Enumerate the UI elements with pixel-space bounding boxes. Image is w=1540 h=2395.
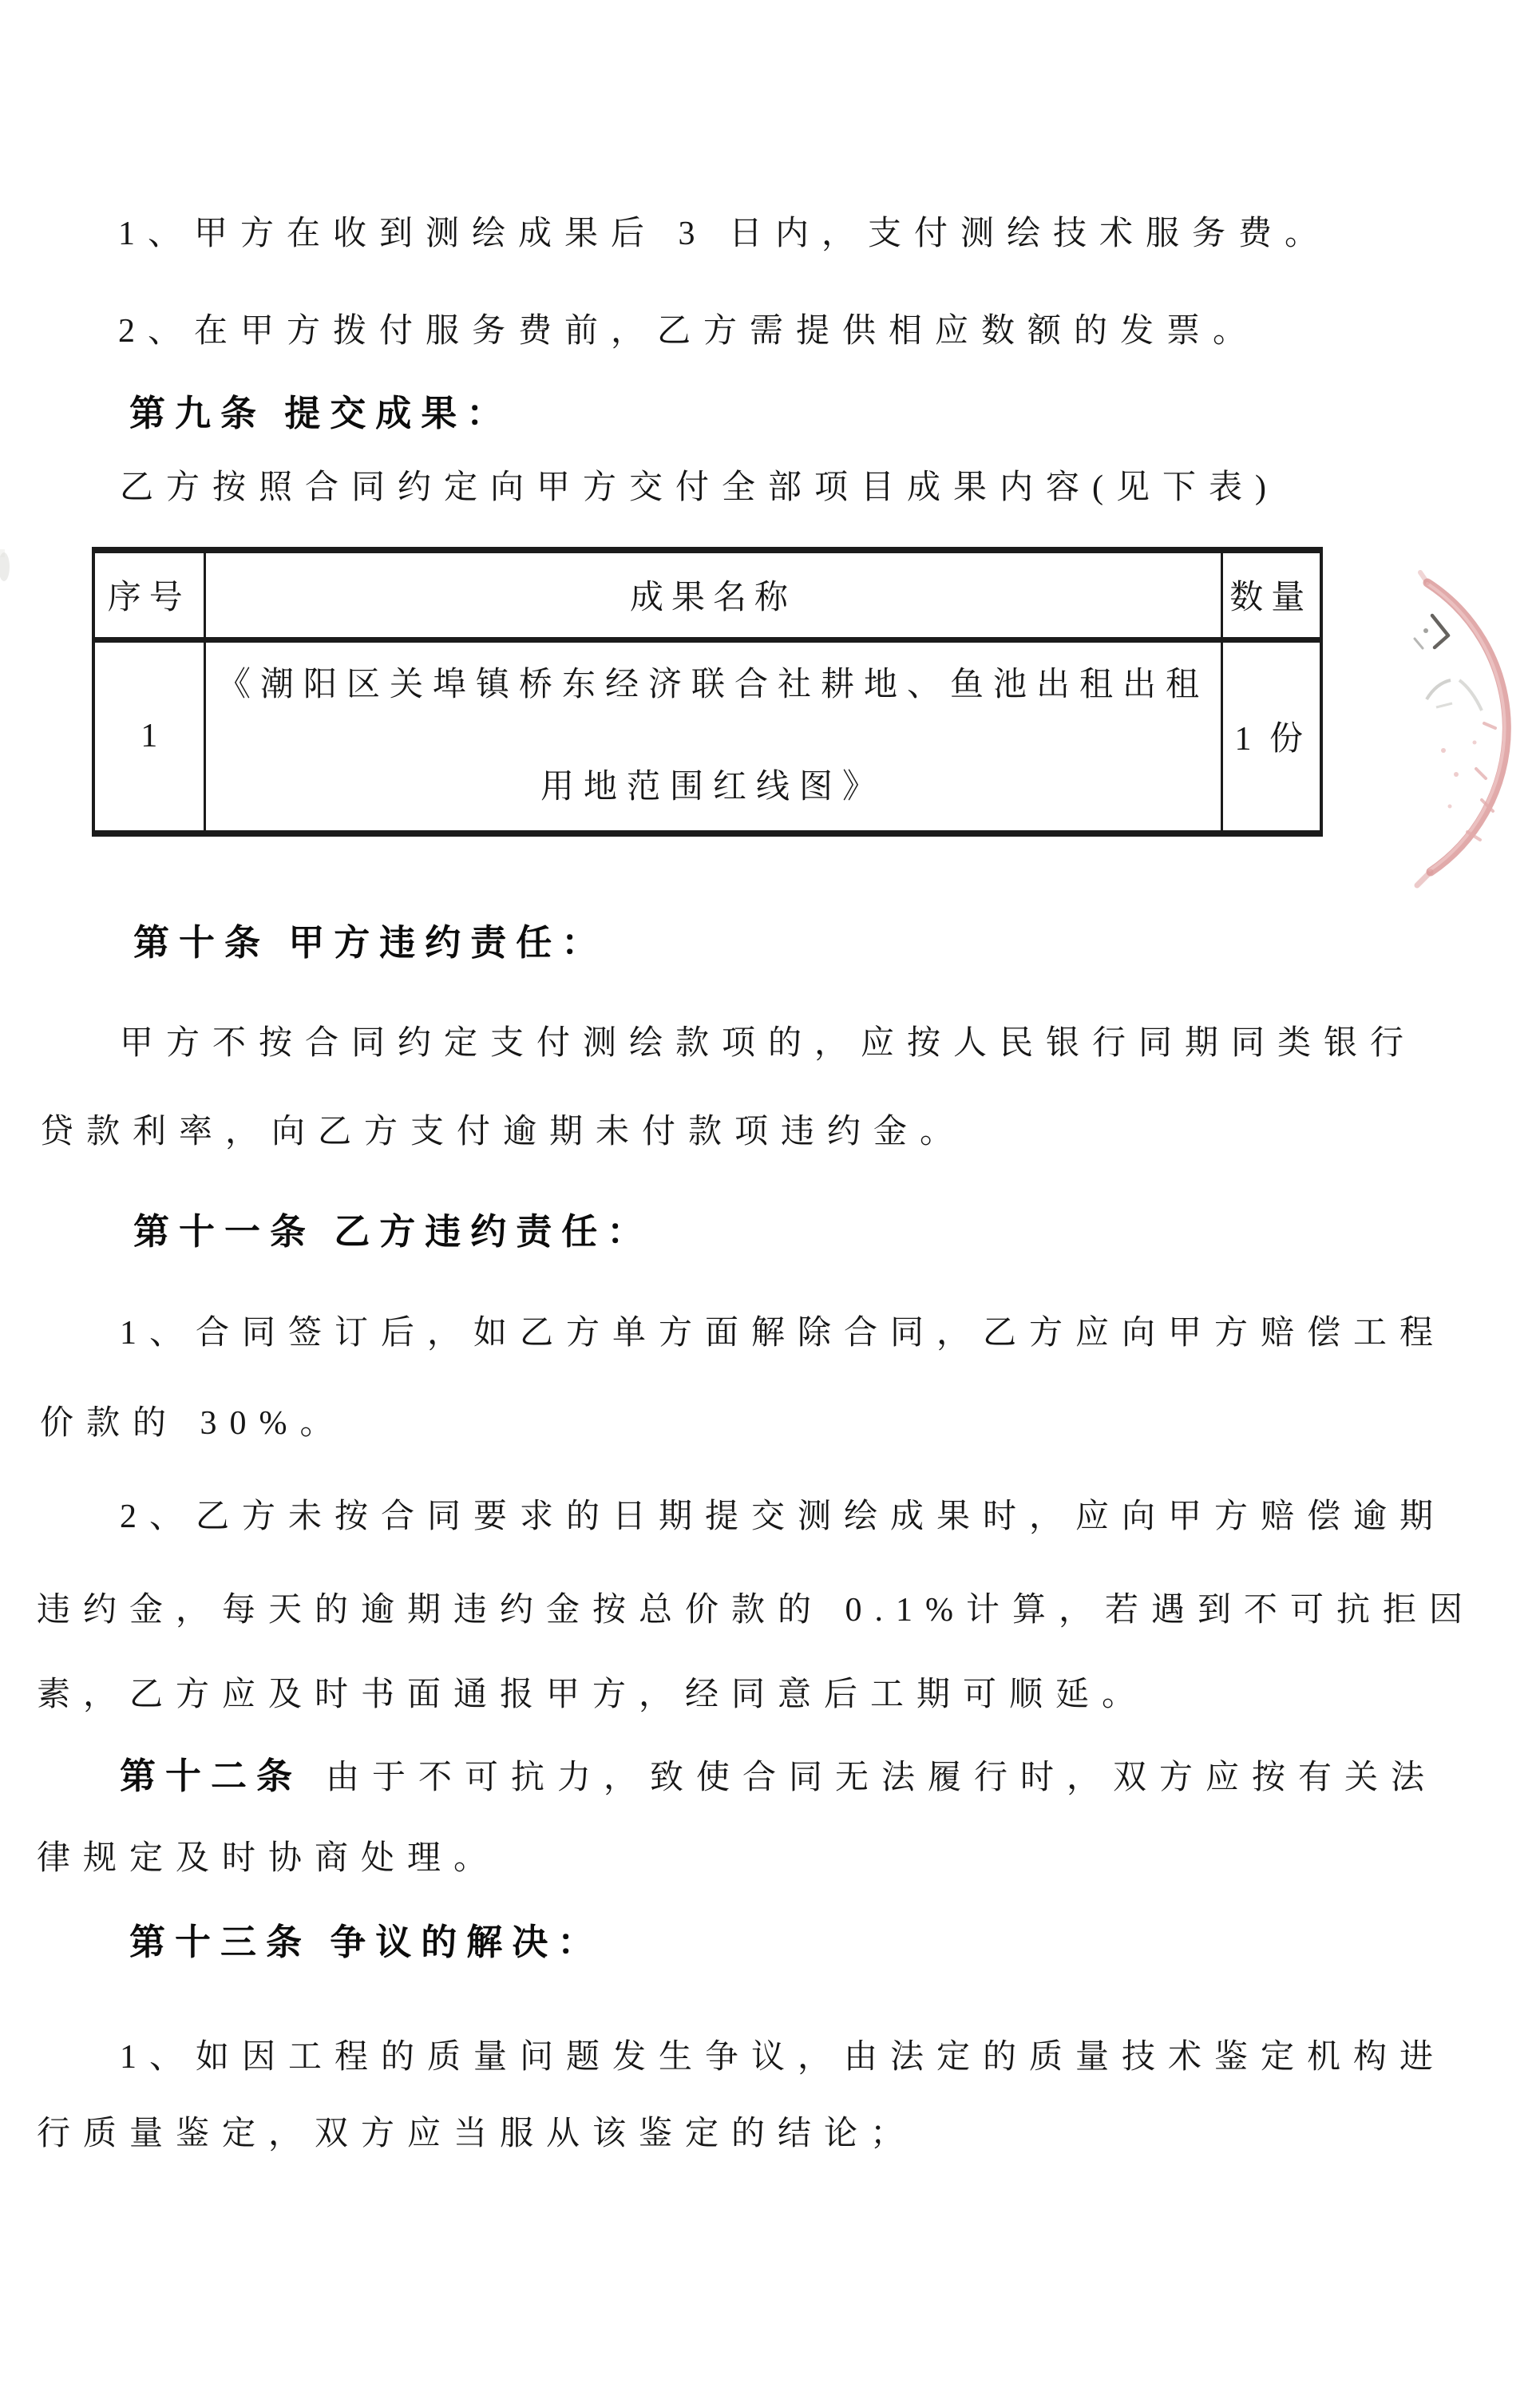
- clause11-item2-line-3: 素，乙方应及时书面通报甲方，经同意后工期可顺延。: [37, 1676, 1149, 1713]
- clause9-intro: 乙方按照合同约定向甲方交付全部项目成果内容(见下表): [120, 469, 1279, 506]
- table-header-name: 成果名称: [204, 550, 1221, 639]
- clause13-item1-line-1: 1、如因工程的质量问题发生争议，由法定的质量技术鉴定机构进: [120, 2039, 1447, 2076]
- clause11-heading: 第十一条 乙方违约责任：: [133, 1212, 653, 1252]
- clause8-item-2: 2、在甲方拨付服务费前，乙方需提供相应数额的发票。: [118, 313, 1260, 350]
- clause11-item1-line-2: 价款的 30%。: [40, 1405, 346, 1442]
- clause12-text: 由于不可抗力，致使合同无法履行时，双方应按有关法: [326, 1760, 1438, 1796]
- pen-mark: [1415, 616, 1448, 648]
- clause13-item1-line-2: 行质量鉴定，双方应当服从该鉴定的结论；: [37, 2116, 917, 2152]
- clause11-item1-line-1: 1、合同签订后，如乙方单方面解除合同，乙方应向甲方赔偿工程: [120, 1315, 1447, 1352]
- clause10-text-line-2: 贷款利率，向乙方支付逾期未付款项违约金。: [40, 1114, 967, 1150]
- clause13-heading: 第十三条 争议的解决：: [129, 1922, 604, 1962]
- seal-text-speckles: [1441, 723, 1495, 840]
- clause9-heading: 第九条 提交成果：: [129, 394, 513, 433]
- clause11-item2-line-1: 2、乙方未按合同要求的日期提交测绘成果时，应向甲方赔偿逾期: [120, 1498, 1447, 1535]
- clause10-text-line-1: 甲方不按合同约定支付测绘款项的，应按人民银行同期同类银行: [120, 1025, 1417, 1062]
- clause12-number: 第十二条: [120, 1756, 303, 1796]
- clause12-line-1: [120, 1754, 1437, 1800]
- clause8-item-1: 1、甲方在收到测绘成果后 3 日内，支付测绘技术服务费。: [118, 216, 1332, 252]
- deliverable-name-line-2: 用地范围红线图》: [540, 769, 885, 806]
- table-header-row: [93, 550, 1321, 639]
- table-cell-no: 1: [93, 639, 204, 833]
- table-row: [93, 639, 1321, 833]
- table-header-qty: 数量: [1221, 550, 1321, 639]
- table-cell-qty: 1 份: [1221, 639, 1321, 833]
- deliverable-name: [206, 667, 1221, 805]
- clause11-item2-line-2: 违约金，每天的逾期违约金按总价款的 0.1%计算，若遇到不可抗拒因: [37, 1592, 1475, 1629]
- gray-smudges: [1427, 680, 1482, 711]
- clause10-heading: 第十条 甲方违约责任：: [133, 923, 608, 963]
- table-header-no: 序号: [93, 550, 204, 639]
- left-edge-artifact: [0, 549, 10, 581]
- table-cell-name: [204, 639, 1221, 833]
- deliverable-name-line-1: 《潮阳区关埠镇桥东经济联合社耕地、鱼池出租出租: [216, 667, 1209, 704]
- deliverables-table: [92, 547, 1323, 837]
- clause12-line-2: 律规定及时协商处理。: [37, 1840, 501, 1877]
- seal-arc: [1417, 572, 1506, 885]
